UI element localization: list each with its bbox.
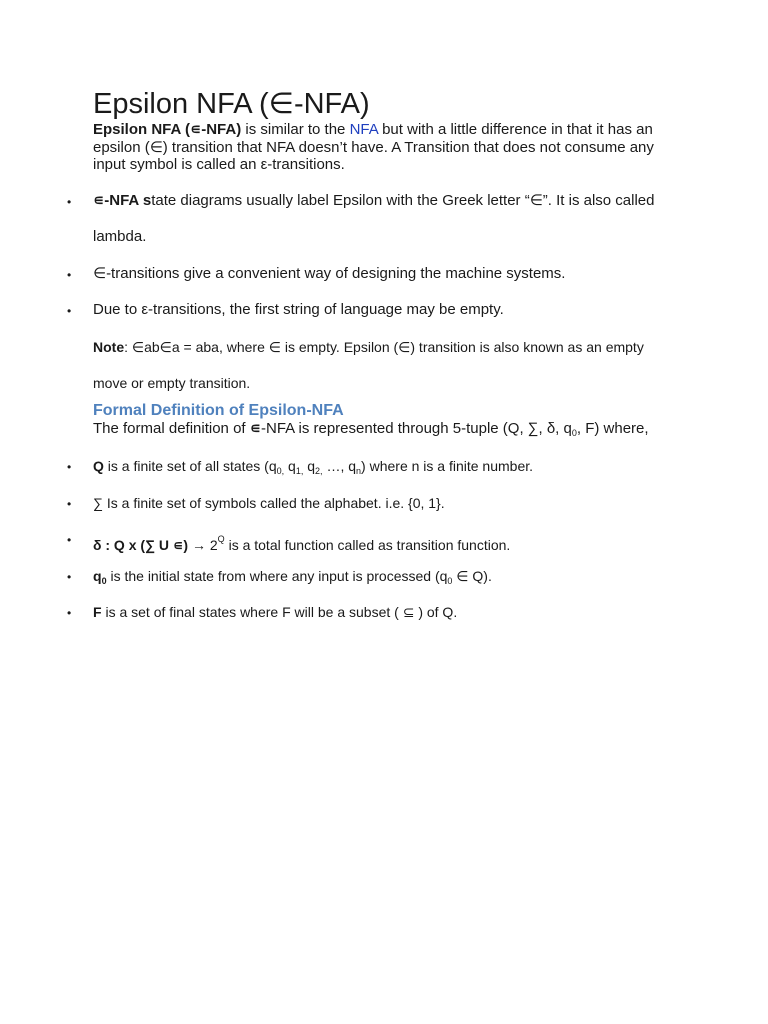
- page-title: Epsilon NFA (∈-NFA): [93, 88, 370, 120]
- subscript: 1,: [295, 466, 304, 476]
- bullet-text-part: …, q: [322, 458, 357, 474]
- intro-text-before-link: is similar to the: [241, 121, 350, 138]
- bullet-text-part: is a set of final states where F will be a subset ( ⊆ ) of Q.: [101, 604, 458, 620]
- bullet-marker: •: [67, 195, 72, 209]
- definition-after-sub: , F) where,: [576, 420, 649, 437]
- bullet-text-part: q: [284, 458, 296, 474]
- bullet-marker: •: [67, 570, 72, 584]
- bullet-text-continuation: lambda.: [93, 228, 147, 245]
- epsilon-symbol: ∊: [249, 420, 261, 437]
- subscript: n: [356, 466, 362, 476]
- bullet-text: [93, 604, 683, 620]
- bullet-text-part: q: [303, 458, 316, 474]
- note-continuation: move or empty transition.: [93, 375, 251, 391]
- bullet-text-line1: tate diagrams usually label Epsilon with the Greek letter “∈”. It is also called: [151, 192, 655, 209]
- note-text: : ∈ab∈a = aba, where ∈ is empty. Epsilon (∈) transition is also known as an empty: [124, 339, 644, 355]
- bullet-text-part: → 2: [188, 537, 218, 553]
- definition-line: [93, 420, 649, 442]
- subscript: 0: [571, 428, 577, 438]
- bullet-text-part: is a finite set of all states (q: [103, 458, 277, 474]
- bullet-marker: •: [67, 460, 72, 474]
- section-heading: Formal Definition of Epsilon-NFA: [93, 402, 344, 419]
- note-line: [93, 339, 644, 355]
- nfa-link[interactable]: NFA: [349, 121, 378, 138]
- intro-text-after-link: but with a little difference in that it has an epsilon (∈) transition that NFA doesn’t have. A Transition that does not consume any input symbol is called an ε-transitions.: [93, 121, 654, 173]
- subscript: 0,: [276, 466, 285, 476]
- bullet-bold: δ : Q x (∑ U ∊): [93, 537, 189, 553]
- subscript: 2,: [315, 466, 323, 476]
- subscript: 0: [447, 576, 453, 586]
- superscript: Q: [217, 534, 225, 544]
- subscript: 0: [101, 576, 107, 586]
- bullet-text-part: is a total function called as transition function.: [224, 537, 511, 553]
- bullet-text: [93, 193, 683, 209]
- bullet-bold: F: [93, 604, 102, 620]
- bullet-text: ∑ Is a finite set of symbols called the alphabet. i.e. {0, 1}.: [93, 495, 445, 511]
- bullet-marker: •: [67, 268, 72, 282]
- bullet-text-part: ) where n is a finite number.: [361, 458, 534, 474]
- bullet-text: [93, 568, 683, 589]
- bullet-text: [93, 531, 683, 553]
- bullet-text-part: is the initial state from where any input is processed (q: [106, 568, 448, 584]
- intro-paragraph: [93, 121, 683, 174]
- bullet-text: Due to ε-transitions, the first string of language may be empty.: [93, 301, 504, 318]
- bullet-marker: •: [67, 606, 72, 620]
- bullet-text: [93, 458, 683, 479]
- bullet-bold: q: [93, 568, 102, 584]
- bullet-bold: Q: [93, 458, 104, 474]
- bullet-bold: ∊-NFA s: [93, 192, 152, 209]
- bullet-marker: •: [67, 497, 72, 511]
- bullet-marker: •: [67, 533, 72, 547]
- bullet-text-part: ∈ Q).: [452, 568, 492, 584]
- definition-after-symbol: -NFA is represented through 5-tuple (Q, ∑, δ, q: [261, 420, 572, 437]
- intro-bold-term: Epsilon NFA (∊-NFA): [93, 121, 242, 138]
- definition-before: The formal definition of: [93, 420, 250, 437]
- bullet-text: ∈-transitions give a convenient way of designing the machine systems.: [93, 265, 566, 282]
- bullet-marker: •: [67, 304, 72, 318]
- note-label: Note: [93, 339, 125, 355]
